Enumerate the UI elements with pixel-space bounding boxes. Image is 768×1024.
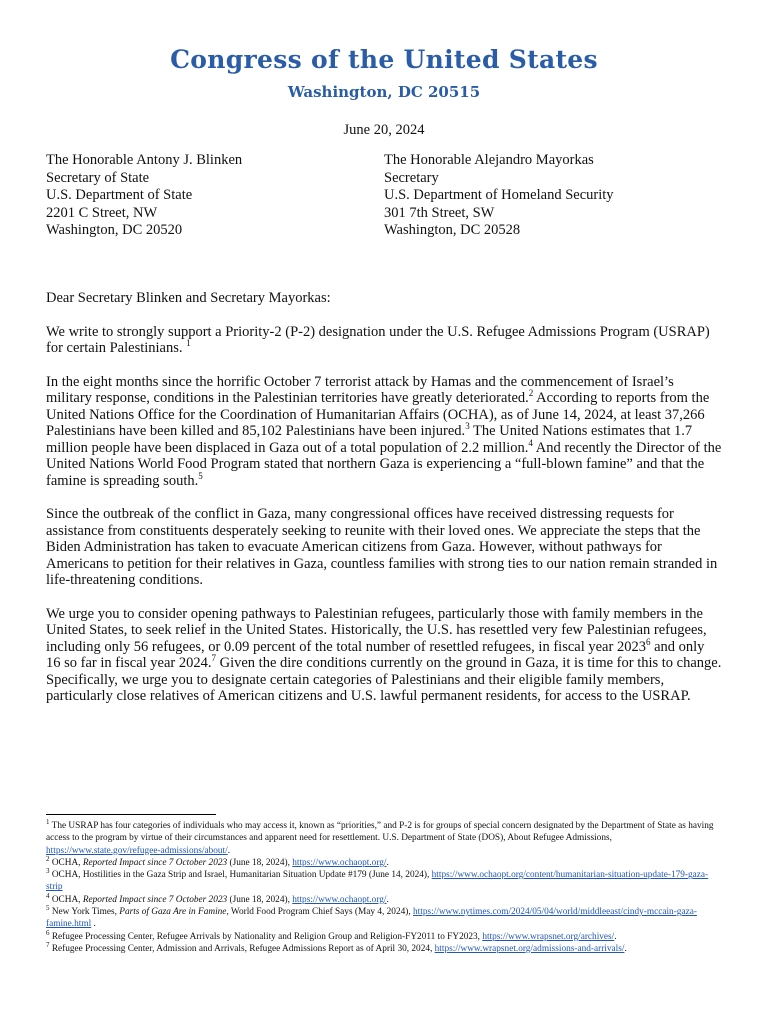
- recipient-line: Secretary of State: [46, 169, 150, 186]
- footnote-link[interactable]: https://www.wrapsnet.org/admissions-and-arrivals/: [434, 943, 625, 954]
- footnote-number: 1: [46, 817, 50, 826]
- paragraph-text: The United Nations estimates that 1.7 million people have been displaced in Gaza out of a total population of 2.2 million.: [46, 423, 693, 456]
- footnotes: [46, 817, 724, 955]
- footnote-text: .: [227, 845, 231, 856]
- footnote-ref: 7: [211, 653, 216, 664]
- recipient-line: U.S. Department of State: [46, 187, 193, 203]
- footnote-ref: 4: [528, 437, 533, 448]
- footnote-5: [46, 903, 724, 931]
- footnote-text: OCHA,: [51, 894, 83, 905]
- letterhead-subtitle: Washington, DC 20515: [287, 83, 481, 101]
- footnote-number: 6: [46, 928, 50, 937]
- recipient-line: The Honorable Alejandro Mayorkas: [384, 152, 594, 168]
- footnote-1: [46, 817, 724, 857]
- footnote-text: .: [624, 943, 627, 954]
- footnote-text: (June 18, 2024),: [227, 857, 293, 868]
- paragraph-text: In the eight months since the horrific October 7 terrorist attack by Hamas and the commencement of Israel’s military response, conditions in the Palestinian territories have greatly deteriorated.: [46, 373, 674, 406]
- footnote-link[interactable]: https://www.wrapsnet.org/archives/: [482, 931, 615, 942]
- footnote-text: Refugee Processing Center, Admission and Arrivals, Refugee Admissions Report as of April 30, 2024,: [51, 943, 435, 954]
- footnote-text: (June 18, 2024),: [227, 894, 293, 905]
- paragraph-text: We write to strongly support a Priority-2 (P-2) designation under the U.S. Refugee Admissions Program (USRAP) for certain Palestinians.: [46, 323, 710, 356]
- footnote-italic-title: Reported Impact since 7 October 2023: [82, 857, 228, 868]
- footnote-link[interactable]: https://www.ochaopt.org/content/humanitarian-situation-update-179-gaza-strip: [46, 870, 709, 893]
- recipient-line: The Honorable Antony J. Blinken: [46, 152, 243, 168]
- paragraph-text: Given the dire conditions currently on the ground in Gaza, it is time for this to change. Specifically, we urge you to designate certain categories of Palestinians and their eligible family members, particularly close relatives of American citizens and U.S. lawful permanent residents, for access to the USRAP.: [46, 655, 722, 704]
- paragraph-1: [46, 324, 722, 357]
- letterhead-title: Congress of the United States: [170, 45, 598, 74]
- footnote-ref: 6: [645, 636, 651, 647]
- footnote-text: .: [386, 857, 389, 868]
- footnote-italic-title: Parts of Gaza Are in Famine: [119, 907, 227, 918]
- letterhead: [0, 42, 768, 104]
- letter-body: [46, 290, 722, 722]
- footnote-3: [46, 869, 724, 894]
- footnote-link[interactable]: https://www.state.gov/refugee-admissions/about/: [46, 845, 228, 856]
- footnote-text: , World Food Program Chief Says (May 4, 2024),: [226, 907, 413, 918]
- footnote-number: 4: [46, 891, 50, 900]
- recipient-line: Washington, DC 20528: [384, 222, 521, 238]
- recipient-line: Washington, DC 20520: [46, 222, 183, 238]
- recipient-line: 301 7th Street, SW: [384, 204, 495, 221]
- footnote-ref: 3: [465, 421, 470, 432]
- footnote-number: 3: [46, 867, 50, 876]
- footnote-divider: [46, 814, 216, 815]
- footnote-link[interactable]: https://www.ochaopt.org/: [292, 894, 387, 905]
- paragraph-text: According to reports from the United Nations Office for the Coordination of Humanitarian Affairs (OCHA), as of June 14, 2024, at least 37,266 Palestinians have been killed and 85,102 Palestinians have been injured.: [46, 390, 710, 439]
- paragraph-4: [46, 606, 722, 705]
- paragraph-text: We urge you to consider opening pathways to Palestinian refugees, particularly those with family members in the United States, to seek relief in the United States. Historically, the U.S. has resettled very few Palestinian refugees, including only 56 refugees, or 0.09 percent of the total number of resettled refugees, in fiscal year 2023: [46, 605, 707, 655]
- recipient-line: U.S. Department of Homeland Security: [384, 187, 614, 203]
- paragraph-2: [46, 374, 722, 490]
- footnote-text: New York Times,: [51, 907, 120, 918]
- paragraph-text: And recently the Director of the United Nations World Food Program stated that northern Gaza is experiencing a “full-blown famine” and that the famine is spreading south.: [46, 439, 722, 489]
- footnote-text: Refugee Processing Center, Refugee Arrivals by Nationality and Religion Group and Religion-FY2011 to FY2023,: [51, 931, 483, 942]
- footnote-text: .: [614, 931, 617, 942]
- footnote-link[interactable]: https://www.ochaopt.org/: [292, 857, 387, 868]
- footnote-number: 7: [46, 940, 50, 949]
- footnote-ref: 2: [528, 388, 534, 399]
- footnote-ref: 1: [186, 338, 191, 349]
- footnote-2: [46, 854, 724, 869]
- footnote-italic-title: Reported Impact since 7 October 2023: [82, 894, 228, 905]
- salutation: Dear Secretary Blinken and Secretary Mayorkas:: [46, 290, 331, 306]
- footnote-4: [46, 891, 724, 906]
- footnote-text: The USRAP has four categories of individuals who may access it, known as “priorities,” and P-2 is for groups of special concern designated by the Department of State as having access to the program by virtue of their circumstances and apparent need for resettlement. U.S. Department of State (DOS), About Refugee Admissions,: [46, 821, 714, 844]
- footnote-link[interactable]: https://www.nytimes.com/2024/05/04/world/middleeast/cindy-mccain-gaza-famine.html: [46, 907, 697, 930]
- footnote-number: 2: [46, 854, 50, 863]
- footnote-text: OCHA,: [51, 857, 83, 868]
- letter-date: June 20, 2024: [343, 122, 425, 138]
- recipient-line: 2201 C Street, NW: [46, 204, 158, 221]
- paragraph-text: and only 16 so far in fiscal year 2024.: [46, 638, 705, 671]
- footnote-text: .: [386, 894, 389, 905]
- recipient-line: Secretary: [384, 169, 439, 186]
- recipient-block-mayorkas: [384, 152, 614, 240]
- footnote-ref: 5: [198, 470, 203, 481]
- footnote-6: [46, 928, 724, 943]
- paragraph-3: Since the outbreak of the conflict in Gaza, many congressional offices have received distressing requests for assistance from constituents desperately seeking to reunite with their loved ones. We appreciate the steps that the Biden Administration has taken to evacuate American citizens from Gaza. However, without pathways for Americans to petition for their relatives in Gaza, countless families with strong ties to our nation remain stranded in life-threatening conditions.: [46, 506, 718, 588]
- footnote-text: OCHA, Hostilities in the Gaza Strip and Israel, Humanitarian Situation Update #179 (June 14, 2024),: [51, 870, 432, 881]
- recipient-block-blinken: [46, 152, 242, 240]
- footnote-number: 5: [46, 903, 50, 912]
- footnote-text: .: [91, 919, 96, 930]
- footnote-7: [46, 940, 724, 955]
